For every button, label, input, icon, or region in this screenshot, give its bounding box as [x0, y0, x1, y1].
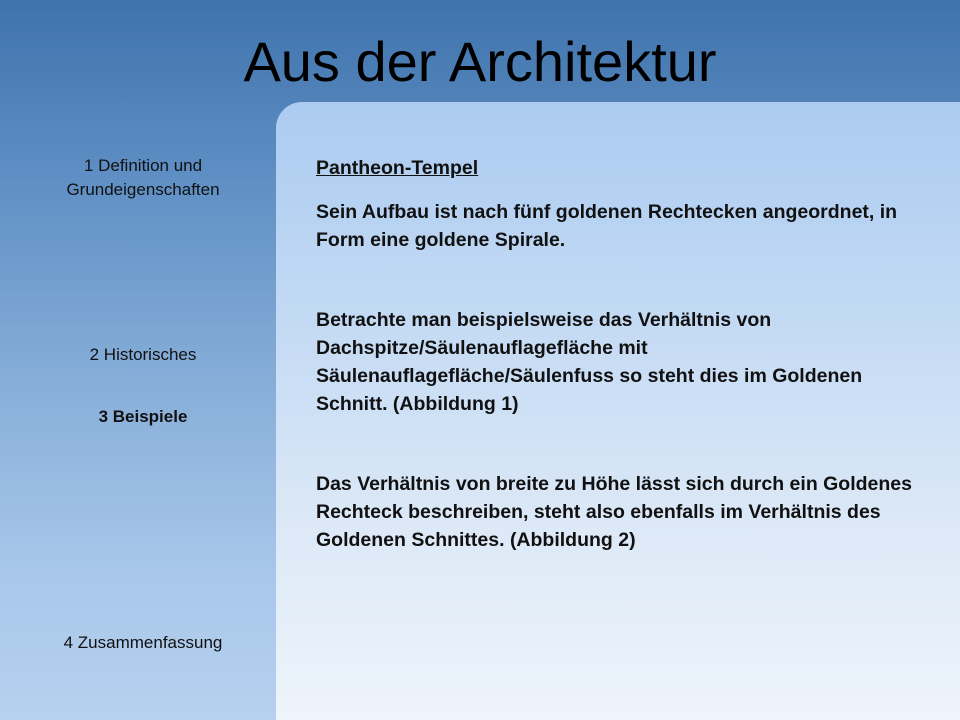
slide-title: Aus der Architektur: [243, 30, 717, 93]
nav-item-definition[interactable]: 1 Definition und Grundeigenschaften: [66, 156, 220, 199]
content-heading: Pantheon-Tempel: [316, 157, 479, 179]
content-paragraph: Sein Aufbau ist nach fünf goldenen Rechtecken angeordnet, in Form eine goldene Spirale.: [316, 201, 898, 251]
slide-content: [316, 154, 916, 554]
slide-navigation: [0, 0, 276, 720]
content-paragraph: Das Verhältnis von breite zu Höhe lässt sich durch ein Goldenes Rechteck beschreiben, steht also ebenfalls im Verhältnis des Goldenen Schnittes. (Abbildung 2): [316, 473, 912, 551]
content-paragraph: Betrachte man beispielsweise das Verhältnis von Dachspitze/Säulenauflagefläche mit Säulenauflagefläche/Säulenfuss so steht dies im Goldenen Schnitt. (Abbildung 1): [316, 309, 863, 415]
nav-item-zusammenfassung[interactable]: 4 Zusammenfassung: [63, 633, 223, 652]
nav-item-beispiele[interactable]: 3 Beispiele: [98, 407, 188, 426]
nav-item-historisches[interactable]: 2 Historisches: [89, 345, 197, 364]
